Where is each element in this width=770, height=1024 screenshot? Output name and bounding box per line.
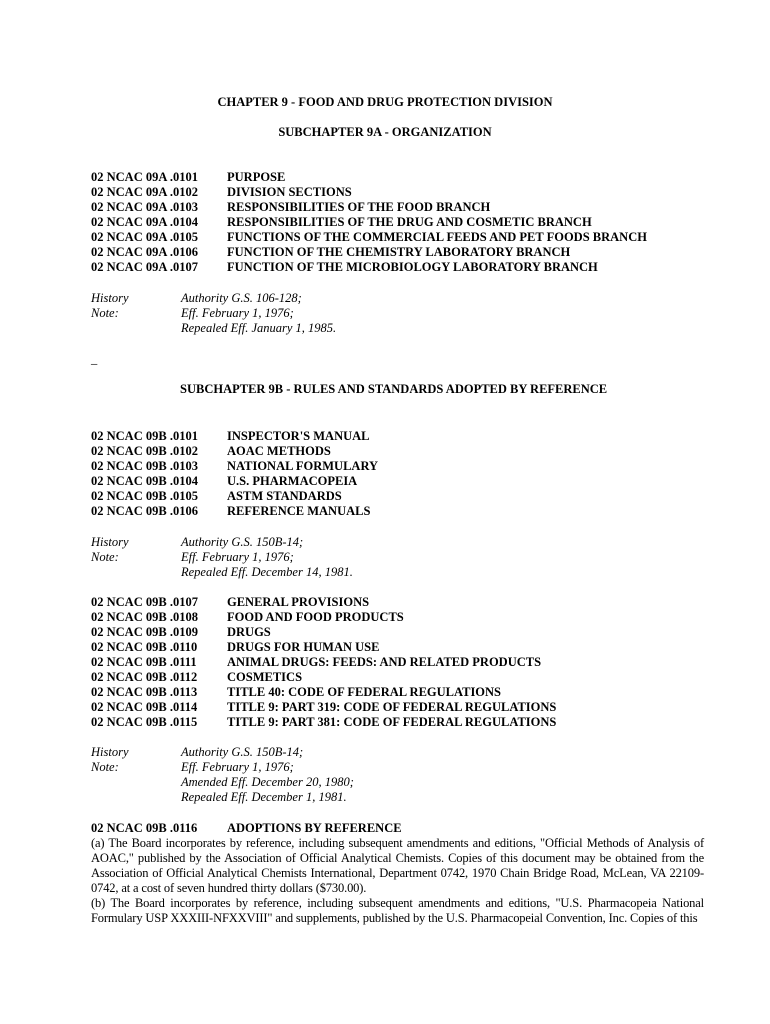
history-line: Eff. February 1, 1976; (181, 760, 294, 774)
subchapter-9b-title: SUBCHAPTER 9B - RULES AND STANDARDS ADOPTED BY REFERENCE (180, 382, 608, 396)
rule-row (91, 504, 378, 519)
rule-title: REFERENCE MANUALS (227, 504, 371, 518)
rule-row (91, 429, 378, 444)
rule-code: 02 NCAC 09B .0114 (91, 700, 198, 714)
rule-code: 02 NCAC 09B .0102 (91, 444, 198, 458)
rule-row (91, 655, 556, 670)
rule-title: TITLE 9: PART 381: CODE OF FEDERAL REGULATIONS (227, 715, 557, 729)
rule-title: U.S. PHARMACOPEIA (227, 474, 358, 488)
rule-title: DRUGS (227, 625, 271, 639)
rule-row (91, 474, 378, 489)
history-line: Eff. February 1, 1976; (181, 550, 294, 564)
rule-title: ANIMAL DRUGS: FEEDS: AND RELATED PRODUCTS (227, 655, 542, 669)
rule-row (91, 170, 647, 185)
rule-code: 02 NCAC 09B .0103 (91, 459, 198, 473)
rule-code: 02 NCAC 09A .0103 (91, 200, 198, 214)
history-line: Authority G.S. 150B-14; (181, 745, 304, 759)
rule-row (91, 640, 556, 655)
rule-row (91, 230, 647, 245)
rule-row (91, 670, 556, 685)
rule-0116-paragraph-a: (a) The Board incorporates by reference, including subsequent amendments and editions, "Official Methods of Analysis of AOAC," published by the Association of Official Analytical Chemists. Copies of this document may be obtained from the Association of Official Analytical Chemists International, Department 0742, 1970 Chain Bridge Road, McLean, VA 22109-0742, at a cost of seven hundred thirty dollars ($730.00). (91, 836, 704, 895)
separator-mark: _ (91, 352, 98, 366)
rule-title: FUNCTIONS OF THE COMMERCIAL FEEDS AND PET FOODS BRANCH (227, 230, 647, 244)
rule-title: FUNCTION OF THE MICROBIOLOGY LABORATORY BRANCH (227, 260, 598, 274)
rule-row (91, 185, 647, 200)
rule-title: NATIONAL FORMULARY (227, 459, 379, 473)
subchapter-9b-rule-list-1 (91, 429, 378, 519)
rule-code: 02 NCAC 09A .0102 (91, 185, 198, 199)
rule-code: 02 NCAC 09A .0106 (91, 245, 198, 259)
rule-code: 02 NCAC 09B .0116 (91, 821, 198, 835)
rule-row (91, 685, 556, 700)
rule-title: DIVISION SECTIONS (227, 185, 352, 199)
history-note-label: History Note: (91, 291, 129, 320)
rule-code: 02 NCAC 09B .0105 (91, 489, 198, 503)
rule-row (91, 595, 556, 610)
rule-row (91, 200, 647, 215)
rule-code: 02 NCAC 09B .0107 (91, 595, 198, 609)
history-note-label: History Note: (91, 535, 129, 564)
rule-title: GENERAL PROVISIONS (227, 595, 370, 609)
rule-row (91, 625, 556, 640)
rule-code: 02 NCAC 09B .0111 (91, 655, 197, 669)
rule-code: 02 NCAC 09B .0110 (91, 640, 198, 654)
history-line: Authority G.S. 150B-14; (181, 535, 304, 549)
rule-row (91, 489, 378, 504)
rule-code: 02 NCAC 09B .0115 (91, 715, 198, 729)
rule-title: ADOPTIONS BY REFERENCE (227, 821, 402, 835)
rule-code: 02 NCAC 09A .0107 (91, 260, 198, 274)
rule-0116-paragraph-b: (b) The Board incorporates by reference, including subsequent amendments and editions, "U.S. Pharmacopeia National Formulary USP XXXIII-NFXXVIII" and supplements, published by the U.S. Pharmacopeial Convention, Inc. Copies of this (91, 896, 704, 925)
history-note-label: History Note: (91, 745, 129, 774)
rule-row (91, 459, 378, 474)
rule-0116-heading (91, 821, 402, 836)
rule-code: 02 NCAC 09B .0113 (91, 685, 198, 699)
rule-title: FOOD AND FOOD PRODUCTS (227, 610, 404, 624)
rule-title: FUNCTION OF THE CHEMISTRY LABORATORY BRANCH (227, 245, 571, 259)
subchapter-9a-rule-list (91, 170, 647, 275)
subchapter-9a-title: SUBCHAPTER 9A - ORGANIZATION (278, 125, 492, 139)
history-line: Eff. February 1, 1976; (181, 306, 294, 320)
rule-title: PURPOSE (227, 170, 286, 184)
history-line: Repealed Eff. December 1, 1981. (181, 790, 347, 804)
rule-row (91, 444, 378, 459)
rule-row (91, 610, 556, 625)
history-line: Repealed Eff. December 14, 1981. (181, 565, 353, 579)
subchapter-9b-rule-list-2 (91, 595, 556, 730)
rule-code: 02 NCAC 09B .0101 (91, 429, 198, 443)
rule-title: TITLE 40: CODE OF FEDERAL REGULATIONS (227, 685, 502, 699)
rule-code: 02 NCAC 09B .0104 (91, 474, 198, 488)
rule-title: ASTM STANDARDS (227, 489, 342, 503)
history-line: Authority G.S. 106-128; (181, 291, 302, 305)
rule-code: 02 NCAC 09A .0104 (91, 215, 198, 229)
rule-title: DRUGS FOR HUMAN USE (227, 640, 380, 654)
rule-row (91, 715, 556, 730)
rule-code: 02 NCAC 09B .0112 (91, 670, 198, 684)
history-line: Amended Eff. December 20, 1980; (181, 775, 354, 789)
rule-title: COSMETICS (227, 670, 303, 684)
history-line: Repealed Eff. January 1, 1985. (181, 321, 337, 335)
rule-code: 02 NCAC 09B .0109 (91, 625, 198, 639)
rule-title: RESPONSIBILITIES OF THE FOOD BRANCH (227, 200, 491, 214)
rule-code: 02 NCAC 09A .0105 (91, 230, 198, 244)
rule-code: 02 NCAC 09A .0101 (91, 170, 198, 184)
rule-row (91, 215, 647, 230)
rule-title: INSPECTOR'S MANUAL (227, 429, 370, 443)
rule-row (91, 821, 402, 836)
rule-title: TITLE 9: PART 319: CODE OF FEDERAL REGULATIONS (227, 700, 557, 714)
rule-row (91, 700, 556, 715)
rule-title: RESPONSIBILITIES OF THE DRUG AND COSMETIC BRANCH (227, 215, 592, 229)
rule-row (91, 260, 647, 275)
rule-row (91, 245, 647, 260)
rule-title: AOAC METHODS (227, 444, 331, 458)
chapter-title: CHAPTER 9 - FOOD AND DRUG PROTECTION DIVISION (217, 95, 553, 109)
rule-code: 02 NCAC 09B .0108 (91, 610, 198, 624)
rule-code: 02 NCAC 09B .0106 (91, 504, 198, 518)
